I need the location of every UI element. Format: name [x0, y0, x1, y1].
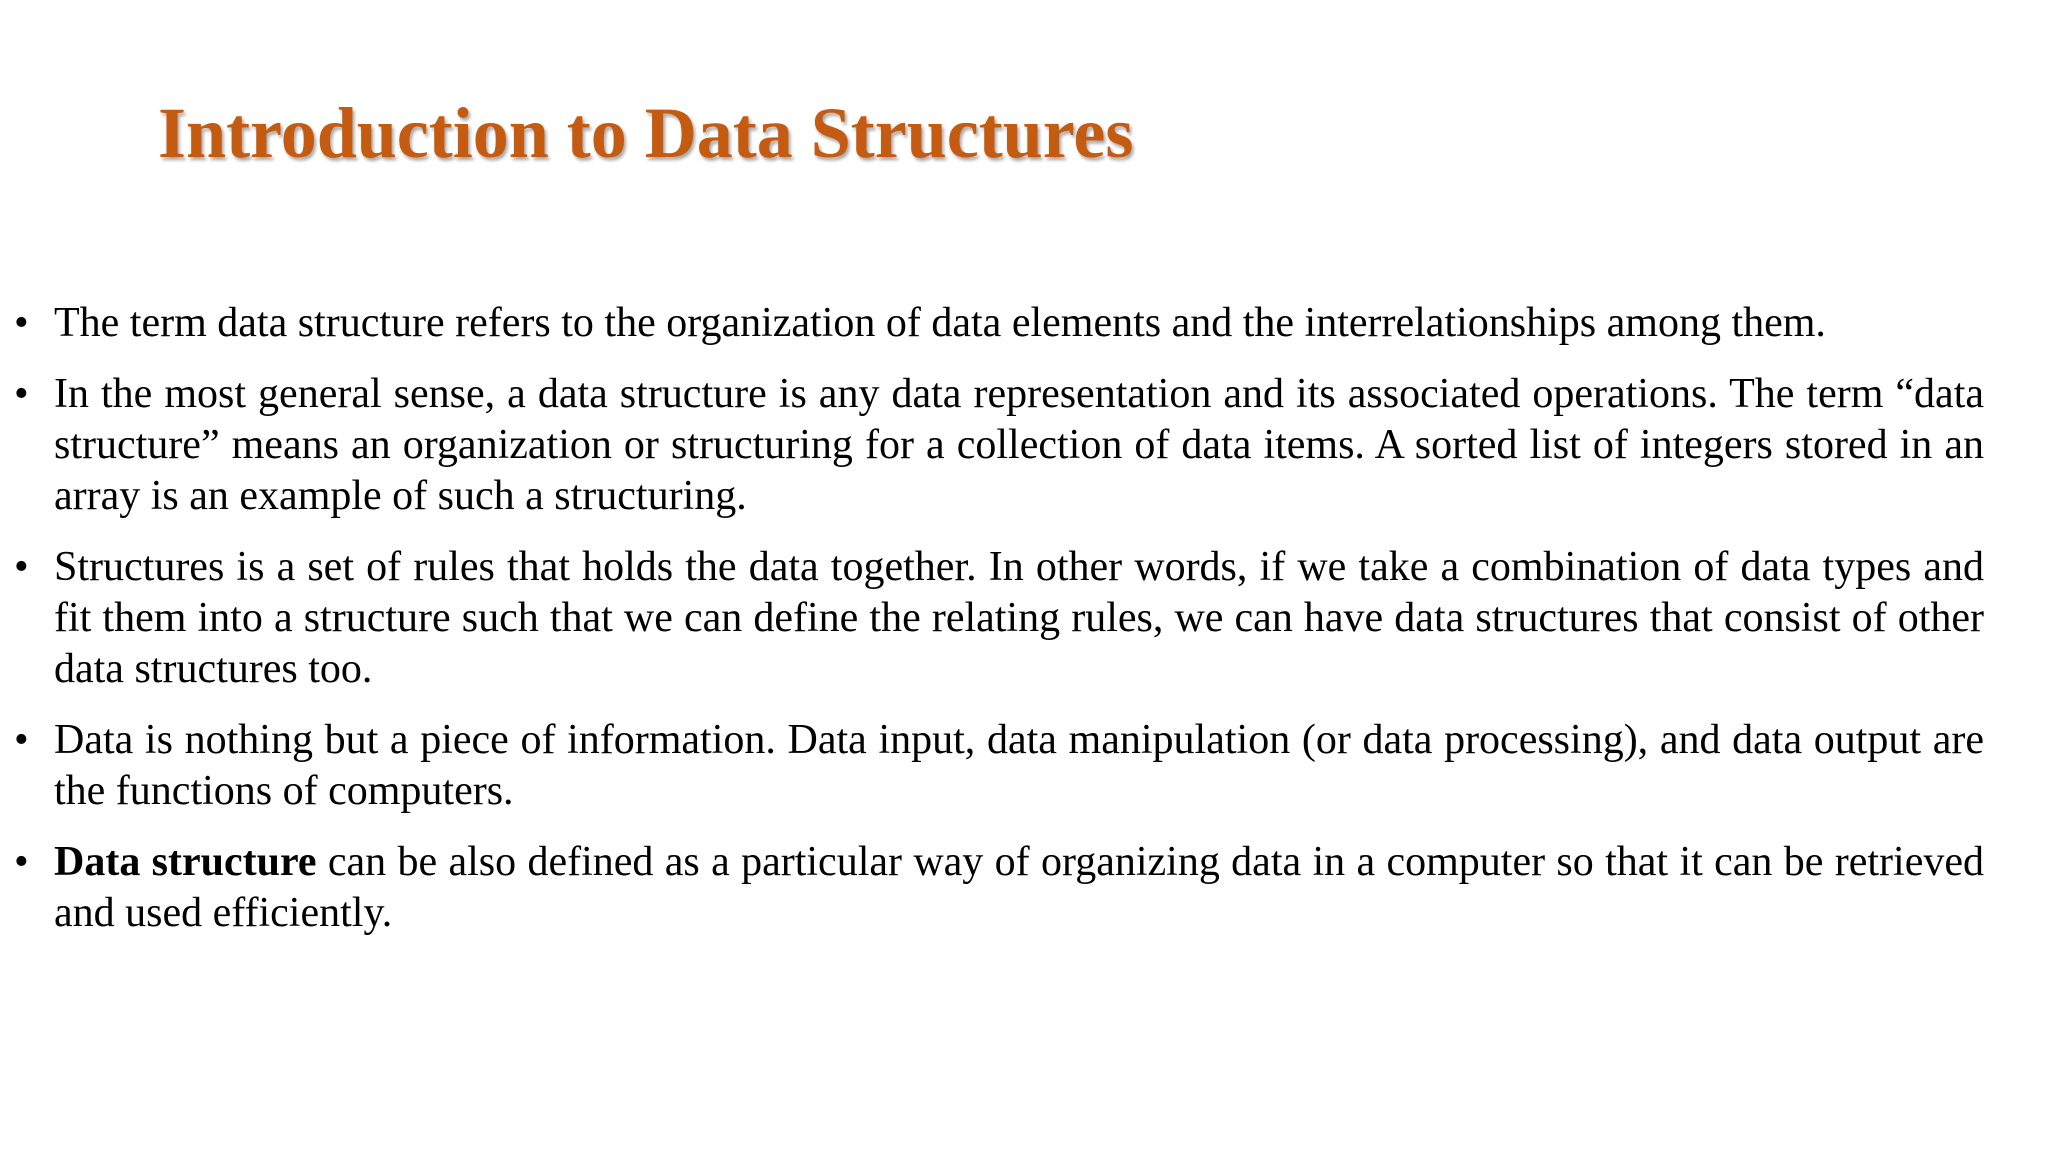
bullet-item [14, 298, 1984, 349]
bullet-dot-icon: • [14, 717, 29, 763]
bullet-dot-icon: • [14, 839, 29, 885]
bullet-text: can be also defined as a particular way of organizing data in a computer so that it can be retrieved and used efficiently. [54, 839, 1984, 936]
slide-title: Introduction to Data Structures [158, 93, 1134, 173]
bullet-item [14, 542, 1984, 695]
bullet-dot-icon: • [14, 371, 29, 417]
bullet-item [14, 715, 1984, 817]
bullet-bold-term: Data structure [54, 839, 317, 885]
bullet-dot-icon: • [14, 544, 29, 590]
bullet-list [14, 298, 1984, 959]
bullet-item [14, 369, 1984, 522]
bullet-item [14, 837, 1984, 939]
bullet-text: Data is nothing but a piece of information. Data input, data manipulation (or data processing), and data output are the functions of computers. [54, 717, 1984, 814]
bullet-text: The term data structure refers to the organization of data elements and the interrelationships among them. [54, 300, 1826, 346]
bullet-dot-icon: • [14, 300, 29, 346]
bullet-text: Structures is a set of rules that holds the data together. In other words, if we take a combination of data types and fit them into a structure such that we can define the relating rules, we can have data structures that consist of other data structures too. [54, 544, 1984, 692]
bullet-text: In the most general sense, a data structure is any data representation and its associated operations. The term “data structure” means an organization or structuring for a collection of data items. A sorted list of integers stored in an array is an example of such a structuring. [54, 371, 1984, 519]
